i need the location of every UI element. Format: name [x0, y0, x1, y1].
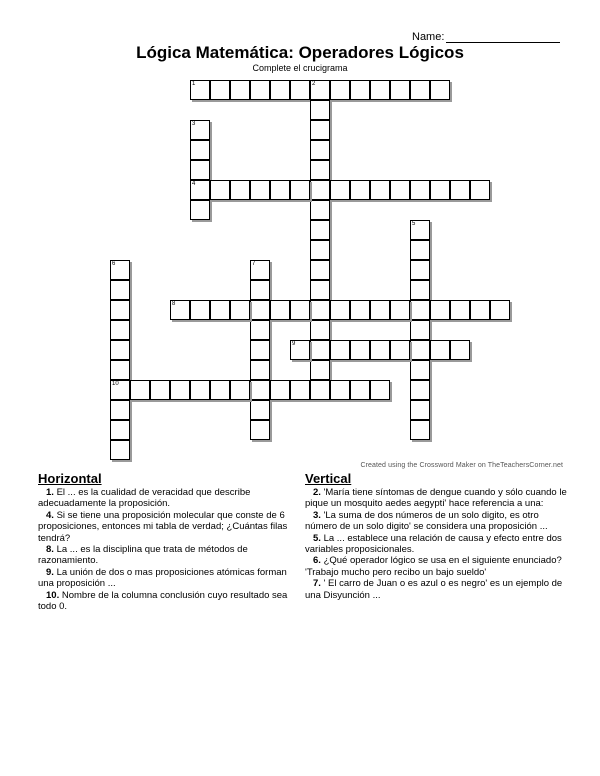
- crossword-cell[interactable]: [390, 180, 410, 200]
- clue-number: 6.: [313, 555, 321, 567]
- crossword-cell[interactable]: [310, 200, 330, 220]
- crossword-cell[interactable]: [410, 380, 430, 400]
- clue-number-label: 10: [112, 381, 119, 387]
- crossword-cell[interactable]: [290, 180, 310, 200]
- clue-text: La ... es la disciplina que trata de métodos de razonamiento.: [38, 544, 248, 567]
- page-subtitle: Complete el crucigrama: [252, 63, 348, 73]
- crossword-cell[interactable]: [310, 320, 330, 340]
- clue-number-label: 4: [192, 181, 196, 187]
- clue-item: [38, 510, 300, 544]
- crossword-cell[interactable]: [470, 180, 490, 200]
- crossword-cell[interactable]: [410, 280, 430, 300]
- clue-item: [305, 533, 567, 556]
- crossword-cell[interactable]: [410, 400, 430, 420]
- crossword-cell[interactable]: [250, 180, 270, 200]
- crossword-cell[interactable]: [410, 320, 430, 340]
- crossword-cell[interactable]: [310, 300, 330, 320]
- crossword-cell[interactable]: [130, 380, 150, 400]
- crossword-cell[interactable]: [410, 420, 430, 440]
- clue-number-label: 9: [292, 341, 296, 347]
- crossword-cell[interactable]: [110, 440, 130, 460]
- credit-text: Created using the Crossword Maker on TheTeachersCorner.net: [360, 462, 563, 469]
- crossword-cell[interactable]: [310, 100, 330, 120]
- crossword-cell[interactable]: [310, 140, 330, 160]
- crossword-cell[interactable]: [350, 340, 370, 360]
- clue-number: 2.: [313, 487, 321, 498]
- crossword-cell[interactable]: [450, 180, 470, 200]
- crossword-cell[interactable]: [110, 300, 130, 320]
- clue-item: [305, 487, 567, 510]
- crossword-cell[interactable]: [390, 300, 410, 320]
- vertical-clue-list: [305, 487, 567, 601]
- crossword-cell[interactable]: [250, 340, 270, 360]
- crossword-cell[interactable]: [150, 380, 170, 400]
- crossword-cell[interactable]: [250, 360, 270, 380]
- clue-number-label: 6: [112, 261, 116, 267]
- clue-item: [305, 555, 567, 578]
- crossword-cell[interactable]: [110, 360, 130, 380]
- clue-number-label: 5: [412, 221, 416, 227]
- clue-number: 10.: [46, 589, 60, 601]
- crossword-cell[interactable]: [490, 300, 510, 320]
- clue-item: [38, 567, 300, 590]
- page-title: Lógica Matemática: Operadores Lógicos: [136, 43, 464, 62]
- clue-item: [38, 487, 300, 510]
- crossword-cell[interactable]: [230, 300, 250, 320]
- crossword-cell[interactable]: [350, 180, 370, 200]
- clue-text: La unión de dos o mas proposiciones atómicas forman una proposición ...: [38, 566, 287, 590]
- crossword-cell[interactable]: [210, 80, 230, 100]
- crossword-cell[interactable]: [270, 80, 290, 100]
- crossword-cell[interactable]: [250, 380, 270, 400]
- crossword-cell[interactable]: [190, 80, 210, 100]
- clue-text: ¿Qué operador lógico se usa en el siguiente enunciado? 'Trabajo mucho pero recibo un bajo sueldo': [305, 555, 562, 578]
- name-label: Name:: [412, 31, 445, 43]
- crossword-cell[interactable]: [310, 120, 330, 140]
- crossword-cell[interactable]: [310, 180, 330, 200]
- vertical-heading: Vertical: [305, 471, 352, 486]
- crossword-cell[interactable]: [110, 280, 130, 300]
- clue-number: 3.: [313, 509, 321, 521]
- crossword-cell[interactable]: [310, 80, 330, 100]
- crossword-cell[interactable]: [410, 180, 430, 200]
- crossword-cell[interactable]: [250, 260, 270, 280]
- crossword-cell[interactable]: [110, 380, 130, 400]
- crossword-cell[interactable]: [110, 340, 130, 360]
- clue-text: Si se tiene una proposición molecular que conste de 6 proposiciones, entonces mi tabla de verdad; ¿Cuántas filas tendrá?: [38, 509, 288, 544]
- crossword-cell[interactable]: [190, 160, 210, 180]
- crossword-cell[interactable]: [390, 80, 410, 100]
- crossword-cell[interactable]: [190, 380, 210, 400]
- horizontal-clue-list: [38, 487, 300, 612]
- crossword-cell[interactable]: [310, 380, 330, 400]
- crossword-cell[interactable]: [430, 300, 450, 320]
- crossword-cell[interactable]: [250, 300, 270, 320]
- crossword-cell[interactable]: [370, 180, 390, 200]
- crossword-cell[interactable]: [410, 300, 430, 320]
- crossword-cell[interactable]: [330, 380, 350, 400]
- crossword-cell[interactable]: [450, 300, 470, 320]
- clue-item: [38, 590, 300, 613]
- clue-number: 1.: [46, 487, 54, 498]
- crossword-cell[interactable]: [230, 80, 250, 100]
- crossword-cell[interactable]: [110, 420, 130, 440]
- crossword-cell[interactable]: [250, 280, 270, 300]
- clue-text: Nombre de la columna conclusión cuyo resultado sea todo 0.: [38, 589, 288, 613]
- clue-text: 'La suma de dos números de un solo digito, es otro número de un solo digito' se considera una proposición ...: [305, 509, 548, 533]
- crossword-cell[interactable]: [370, 380, 390, 400]
- crossword-cell[interactable]: [250, 420, 270, 440]
- crossword-cell[interactable]: [350, 380, 370, 400]
- clue-number: 4.: [46, 509, 54, 521]
- clue-number-label: 7: [252, 261, 256, 267]
- clue-text: 'María tiene síntomas de dengue cuando y sólo cuando le pique un mosquito aedes aegypti' hace referencia a una:: [305, 487, 567, 510]
- crossword-cell[interactable]: [310, 260, 330, 280]
- clue-text: La ... establece una relación de causa y efecto entre dos variables proposicionales.: [305, 532, 562, 556]
- crossword-cell[interactable]: [370, 340, 390, 360]
- clue-number-label: 8: [172, 301, 176, 307]
- clue-number-label: 1: [192, 81, 196, 87]
- crossword-cell[interactable]: [170, 380, 190, 400]
- crossword-cell[interactable]: [290, 380, 310, 400]
- crossword-cell[interactable]: [350, 300, 370, 320]
- crossword-cell[interactable]: [190, 120, 210, 140]
- crossword-cell[interactable]: [410, 220, 430, 240]
- crossword-cell[interactable]: [430, 80, 450, 100]
- crossword-cell[interactable]: [250, 320, 270, 340]
- crossword-cell[interactable]: [330, 80, 350, 100]
- crossword-cell[interactable]: [210, 180, 230, 200]
- crossword-cell[interactable]: [190, 140, 210, 160]
- clue-text: ' El carro de Juan o es azul o es negro' es un ejemplo de una Disyunción ...: [305, 578, 563, 601]
- crossword-cell[interactable]: [350, 80, 370, 100]
- crossword-cell[interactable]: [410, 240, 430, 260]
- crossword-cell[interactable]: [450, 340, 470, 360]
- crossword-cell[interactable]: [110, 320, 130, 340]
- crossword-cell[interactable]: [170, 300, 190, 320]
- crossword-cell[interactable]: [110, 400, 130, 420]
- clue-item: [38, 544, 300, 567]
- crossword-cell[interactable]: [330, 300, 350, 320]
- crossword-cell[interactable]: [270, 380, 290, 400]
- crossword-cell[interactable]: [250, 80, 270, 100]
- crossword-cell[interactable]: [270, 300, 290, 320]
- horizontal-heading: Horizontal: [38, 471, 102, 486]
- crossword-cell[interactable]: [470, 300, 490, 320]
- crossword-cell[interactable]: [310, 240, 330, 260]
- crossword-cell[interactable]: [230, 380, 250, 400]
- crossword-cell[interactable]: [310, 220, 330, 240]
- crossword-cell[interactable]: [370, 300, 390, 320]
- crossword-cell[interactable]: [230, 180, 250, 200]
- clue-number: 7.: [313, 578, 321, 590]
- clue-text: El ... es la cualidad de veracidad que describe adecuadamente la proposición.: [38, 487, 251, 510]
- crossword-cell[interactable]: [410, 260, 430, 280]
- crossword-cell[interactable]: [390, 340, 410, 360]
- crossword-cell[interactable]: [290, 300, 310, 320]
- clue-number-label: 3: [192, 121, 196, 127]
- crossword-cell[interactable]: [410, 360, 430, 380]
- crossword-cell[interactable]: [270, 180, 290, 200]
- crossword-cell[interactable]: [310, 360, 330, 380]
- crossword-cell[interactable]: [310, 280, 330, 300]
- clue-item: [305, 578, 567, 601]
- clue-number: 9.: [46, 566, 54, 578]
- crossword-cell[interactable]: [370, 80, 390, 100]
- crossword-cell[interactable]: [310, 160, 330, 180]
- crossword-cell[interactable]: [190, 300, 210, 320]
- crossword-cell[interactable]: [430, 340, 450, 360]
- clue-number: 5.: [313, 532, 321, 544]
- crossword-cell[interactable]: [250, 400, 270, 420]
- crossword-cell[interactable]: [190, 200, 210, 220]
- crossword-cell[interactable]: [330, 180, 350, 200]
- clue-item: [305, 510, 567, 533]
- crossword-cell[interactable]: [310, 340, 330, 360]
- crossword-cell[interactable]: [110, 260, 130, 280]
- crossword-cell[interactable]: [190, 180, 210, 200]
- crossword-cell[interactable]: [430, 180, 450, 200]
- crossword-cell[interactable]: [290, 80, 310, 100]
- clue-number: 8.: [46, 544, 54, 556]
- crossword-cell[interactable]: [210, 380, 230, 400]
- clue-number-label: 2: [312, 81, 316, 87]
- crossword-cell[interactable]: [210, 300, 230, 320]
- crossword-cell[interactable]: [290, 340, 310, 360]
- crossword-cell[interactable]: [330, 340, 350, 360]
- crossword-cell[interactable]: [410, 340, 430, 360]
- crossword-cell[interactable]: [410, 80, 430, 100]
